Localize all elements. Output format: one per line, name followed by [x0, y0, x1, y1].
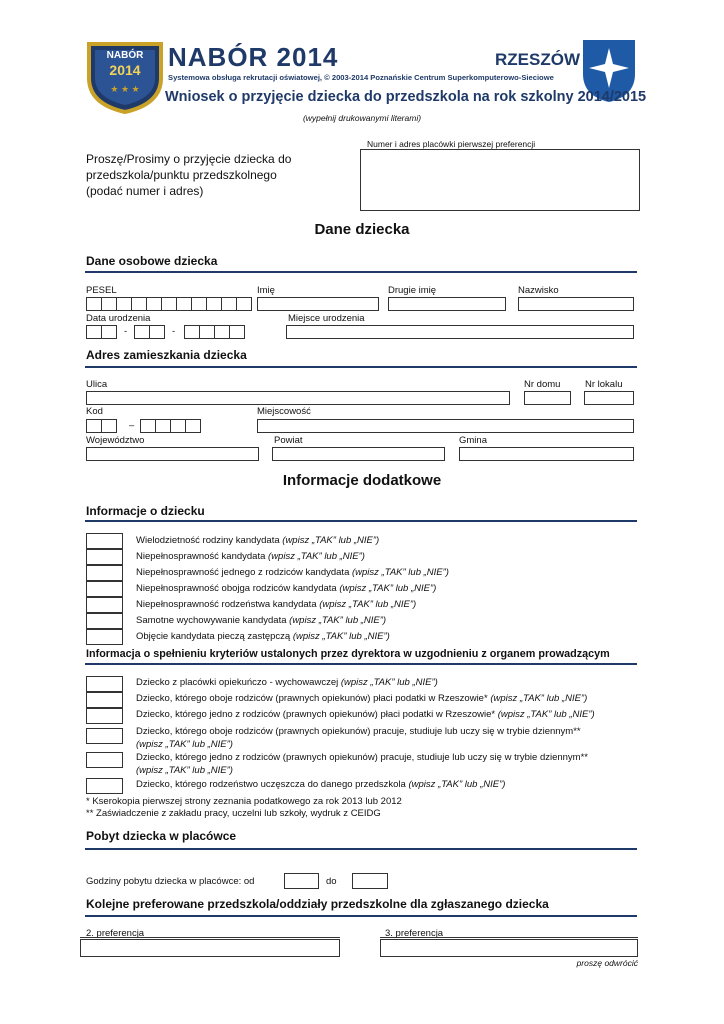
- both-parents-disability-input[interactable]: [86, 581, 123, 597]
- additional-info-title: Informacje dodatkowe: [282, 472, 442, 489]
- logo-badge-top: NABÓR: [106, 50, 144, 61]
- svg-text:★ ★ ★: ★ ★ ★: [110, 84, 140, 94]
- preference-3-input[interactable]: [380, 939, 638, 957]
- criteria-item: Dziecko, którego oboje rodziców (prawnych opiekunów) pracuje, studiuje lub uczy się w trybie dziennym** (wpisz „TAK” lub „NIE”): [136, 726, 581, 750]
- surname-input[interactable]: [518, 297, 634, 311]
- divider: [85, 663, 637, 665]
- birth-date-label: Data urodzenia: [86, 313, 151, 324]
- house-no-label: Nr domu: [524, 379, 561, 390]
- voivodeship-input[interactable]: [86, 447, 259, 461]
- first-preference-label: Numer i adres placówki pierwszej preferencji: [367, 139, 536, 149]
- first-name-input[interactable]: [257, 297, 379, 311]
- hours-to-label: do: [326, 876, 337, 887]
- flat-no-label: Nr lokalu: [585, 379, 623, 390]
- one-parent-disability-input[interactable]: [86, 565, 123, 581]
- preference-3-divider: [380, 937, 638, 938]
- street-label: Ulica: [86, 379, 108, 390]
- child-info-item: Niepełnosprawność rodzeństwa kandydata (wpisz „TAK” lub „NIE”): [136, 599, 417, 610]
- criteria-item: Dziecko, którego jedno z rodziców (prawnych opiekunów) płaci podatki w Rzeszowie* (wpisz „TAK” lub „NIE”): [136, 709, 595, 720]
- preference-2-label: 2. preferencja: [86, 928, 145, 939]
- surname-label: Nazwisko: [518, 285, 559, 296]
- header-subtitle: Systemowa obsługa rekrutacji oświatowej, © 2003-2014 Poznańskie Centrum Superkomputerowo-Sieciowe: [168, 73, 554, 82]
- birth-place-input[interactable]: [286, 325, 634, 339]
- hours-from-label: Godziny pobytu dziecka w placówce: od: [86, 876, 255, 887]
- date-separator: -: [124, 326, 128, 337]
- house-no-input[interactable]: [524, 391, 571, 405]
- preference-2-divider: [80, 937, 340, 938]
- stay-heading: Pobyt dziecka w placówce: [86, 829, 237, 843]
- fill-note: (wypełnij drukowanymi literami): [302, 113, 422, 123]
- request-text-3: (podać numer i adres): [86, 184, 204, 198]
- divider: [85, 520, 637, 522]
- foster-care-input[interactable]: [86, 629, 123, 645]
- form-title: Wniosek o przyjęcie dziecka do przedszkola na rok szkolny 2014/2015: [165, 89, 647, 105]
- request-text-2: przedszkola/punktu przedszkolnego: [86, 168, 277, 182]
- brand-title: NABÓR 2014: [168, 42, 339, 72]
- city-name: RZESZÓW: [495, 50, 580, 69]
- divider: [85, 848, 637, 850]
- date-separator: -: [172, 326, 176, 337]
- criteria-item: Dziecko, którego oboje rodziców (prawnych opiekunów) płaci podatki w Rzeszowie* (wpisz „TAK” lub „NIE”): [136, 693, 588, 704]
- birth-place-label: Miejsce urodzenia: [288, 313, 365, 324]
- divider: [85, 271, 637, 273]
- flat-no-input[interactable]: [584, 391, 634, 405]
- both-parents-taxes-input[interactable]: [86, 692, 123, 708]
- commune-input[interactable]: [459, 447, 634, 461]
- preferences-heading: Kolejne preferowane przedszkola/oddziały przedszkolne dla zgłaszanego dziecka: [86, 897, 549, 911]
- care-facility-input[interactable]: [86, 676, 123, 692]
- county-label: Powiat: [274, 435, 303, 446]
- criteria-item: Dziecko, którego jedno z rodziców (prawnych opiekunów) pracuje, studiuje lub uczy się w trybie dziennym** (wpisz „TAK” lub „NIE”): [136, 752, 588, 776]
- child-data-title: Dane dziecka: [314, 221, 410, 238]
- pesel-label: PESEL: [86, 285, 117, 296]
- second-name-label: Drugie imię: [388, 285, 437, 296]
- child-info-item: Niepełnosprawność kandydata (wpisz „TAK” lub „NIE”): [136, 551, 365, 562]
- divider: [85, 366, 637, 368]
- postcode-separator: –: [129, 420, 135, 431]
- divider: [85, 915, 637, 917]
- request-text-1: Proszę/Prosimy o przyjęcie dziecka do: [86, 152, 292, 166]
- preference-3-label: 3. preferencja: [385, 928, 444, 939]
- single-parent-input[interactable]: [86, 613, 123, 629]
- large-family-input[interactable]: [86, 533, 123, 549]
- commune-label: Gmina: [459, 435, 487, 446]
- one-parent-work-input[interactable]: [86, 752, 123, 768]
- city-input[interactable]: [257, 419, 634, 433]
- street-input[interactable]: [86, 391, 510, 405]
- child-info-item: Wielodzietność rodziny kandydata (wpisz „TAK” lub „NIE”): [136, 535, 380, 546]
- first-name-label: Imię: [257, 285, 275, 296]
- turn-over-note: proszę odwrócić: [576, 958, 638, 968]
- hours-to-input[interactable]: [352, 873, 388, 889]
- child-info-item: Objęcie kandydata pieczą zastępczą (wpisz „TAK” lub „NIE”): [136, 631, 390, 642]
- city-label: Miejscowość: [257, 406, 311, 417]
- voivodeship-label: Województwo: [86, 435, 145, 446]
- postcode-label: Kod: [86, 406, 103, 417]
- candidate-disability-input[interactable]: [86, 549, 123, 565]
- personal-data-heading: Dane osobowe dziecka: [86, 254, 218, 268]
- first-preference-input[interactable]: [360, 149, 640, 211]
- hours-from-input[interactable]: [284, 873, 319, 889]
- logo-badge-year: 2014: [109, 62, 141, 78]
- child-info-item: Niepełnosprawność jednego z rodziców kandydata (wpisz „TAK” lub „NIE”): [136, 567, 449, 578]
- child-info-heading: Informacje o dziecku: [86, 504, 205, 518]
- child-info-item: Niepełnosprawność obojga rodziców kandydata (wpisz „TAK” lub „NIE”): [136, 583, 437, 594]
- second-name-input[interactable]: [388, 297, 506, 311]
- child-info-item: Samotne wychowywanie kandydata (wpisz „TAK” lub „NIE”): [136, 615, 387, 626]
- county-input[interactable]: [272, 447, 445, 461]
- one-parent-taxes-input[interactable]: [86, 708, 123, 724]
- header-banner: [85, 38, 647, 114]
- both-parents-work-input[interactable]: [86, 728, 123, 744]
- criteria-item: Dziecko z placówki opiekuńczo - wychowawczej (wpisz „TAK” lub „NIE”): [136, 677, 438, 688]
- sibling-attends-input[interactable]: [86, 778, 123, 794]
- criteria-item: Dziecko, którego rodzeństwo uczęszcza do danego przedszkola (wpisz „TAK” lub „NIE”): [136, 779, 506, 790]
- criteria-heading: Informacja o spełnieniu kryteriów ustalonych przez dyrektora w uzgodnieniu z organem prowadzącym: [86, 648, 610, 660]
- footnote-certificate: ** Zaświadczenie z zakładu pracy, uczelni lub szkoły, wydruk z CEIDG: [86, 808, 381, 819]
- preference-2-input[interactable]: [80, 939, 340, 957]
- address-heading: Adres zamieszkania dziecka: [86, 348, 247, 362]
- footnote-tax: * Kserokopia pierwszej strony zeznania podatkowego za rok 2013 lub 2012: [86, 796, 402, 807]
- sibling-disability-input[interactable]: [86, 597, 123, 613]
